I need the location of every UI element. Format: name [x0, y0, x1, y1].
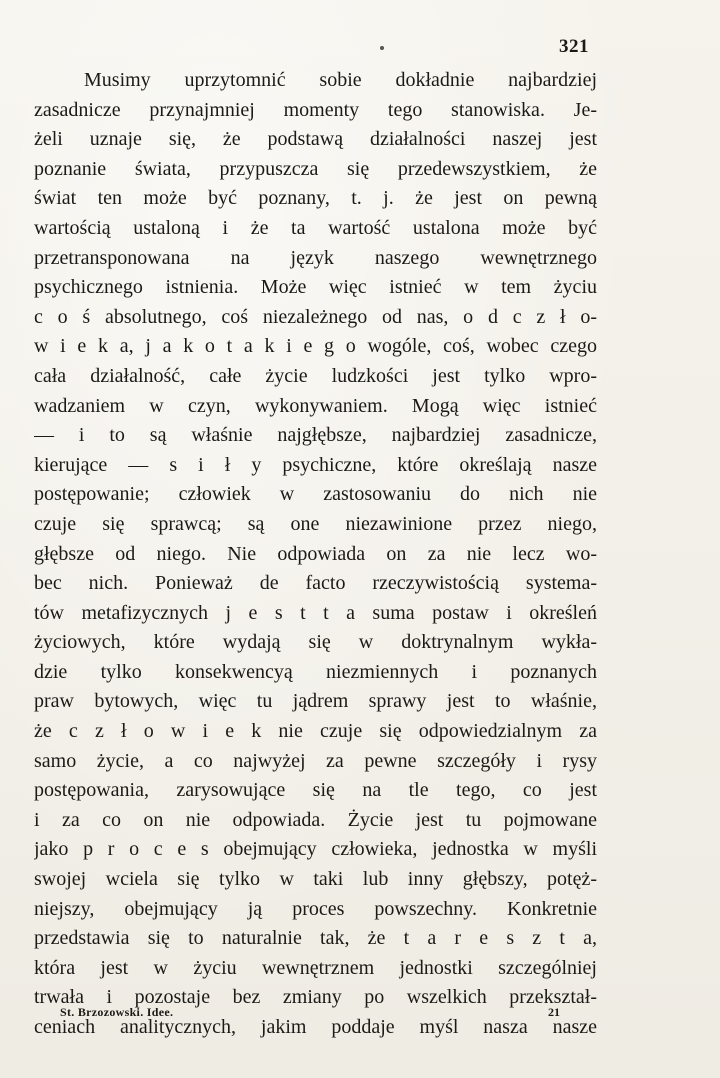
text-line: Musimy uprzytomnić sobie dokładnie najbardziej [84, 69, 597, 91]
text-line: samo życie, a co najwyżej za pewne szczegóły i rysy [34, 749, 597, 772]
page-number: 321 [559, 36, 589, 57]
text-line: bec nich. Ponieważ de facto rzeczywistością systema- [34, 572, 597, 595]
text-line: tów metafizycznych j e s t t a suma postaw i określeń [34, 601, 597, 624]
text-line: zasadnicze przynajmniej momenty tego stanowiska. Je- [34, 98, 597, 121]
text-line: żeli uznaje się, że podstawą działalności naszej jest [34, 128, 597, 151]
text-line: że c z ł o w i e k nie czuje się odpowiedzialnym za [34, 720, 597, 743]
text-line: przetransponowana na język naszego wewnętrznego [34, 246, 597, 269]
text-line: w i e k a, j a k o t a k i e g o wogóle, coś, wobec czego [34, 335, 597, 358]
text-line: życiowych, które wydają się w doktrynalnym wykła- [34, 631, 597, 654]
text-line: jako p r o c e s obejmujący człowieka, jednostka w myśli [34, 838, 597, 861]
text-line: trwała i pozostaje bez zmiany po wszelkich przekształ- [34, 986, 597, 1009]
printing-mark [380, 46, 384, 50]
footer-sheet-number: 21 [548, 1005, 560, 1019]
text-line: cała działalność, całe życie ludzkości jest tylko wpro- [34, 364, 597, 387]
page-footer [60, 1005, 560, 1025]
text-line: wartością ustaloną i że ta wartość ustalona może być [34, 216, 597, 239]
body-text [34, 66, 597, 1043]
text-line: praw bytowych, więc tu jądrem sprawy jest to właśnie, [34, 690, 597, 713]
text-line: postępowania, zarysowujące się na tle tego, co jest [34, 779, 597, 802]
text-line: świat ten może być poznany, t. j. że jest on pewną [34, 187, 597, 210]
text-line: czuje się sprawcą; są one niezawinione przez niego, [34, 512, 597, 535]
text-line: niejszy, obejmujący ją proces powszechny. Konkretnie [34, 897, 597, 920]
text-line: i za co on nie odpowiada. Życie jest tu pojmowane [34, 808, 597, 831]
text-line: kierujące — s i ł y psychiczne, które określają nasze [34, 453, 597, 476]
text-line: dzie tylko konsekwencyą niezmiennych i poznanych [34, 660, 597, 683]
text-line: poznanie świata, przypuszcza się przedewszystkiem, że [34, 157, 597, 180]
text-line: przedstawia się to naturalnie tak, że t a r e s z t a, [34, 927, 597, 950]
text-line: — i to są właśnie najgłębsze, najbardziej zasadnicze, [34, 424, 597, 447]
text-line: ceniach analitycznych, jakim poddaje myśl nasza nasze [34, 1016, 597, 1038]
footer-signature: St. Brzozowski. Idee. [60, 1005, 174, 1019]
text-line: postępowanie; człowiek w zastosowaniu do nich nie [34, 483, 597, 506]
text-line: która jest w życiu wewnętrznem jednostki szczególniej [34, 956, 597, 979]
text-line: wadzaniem w czyn, wykonywaniem. Mogą więc istnieć [34, 394, 597, 417]
text-line: psychicznego istnienia. Może więc istnieć w tem życiu [34, 276, 597, 299]
text-line: głębsze od niego. Nie odpowiada on za nie lecz wo- [34, 542, 597, 565]
text-line: swojej wciela się tylko w taki lub inny głębszy, potęż- [34, 868, 597, 891]
text-line: c o ś absolutnego, coś niezależnego od nas, o d c z ł o- [34, 305, 597, 328]
